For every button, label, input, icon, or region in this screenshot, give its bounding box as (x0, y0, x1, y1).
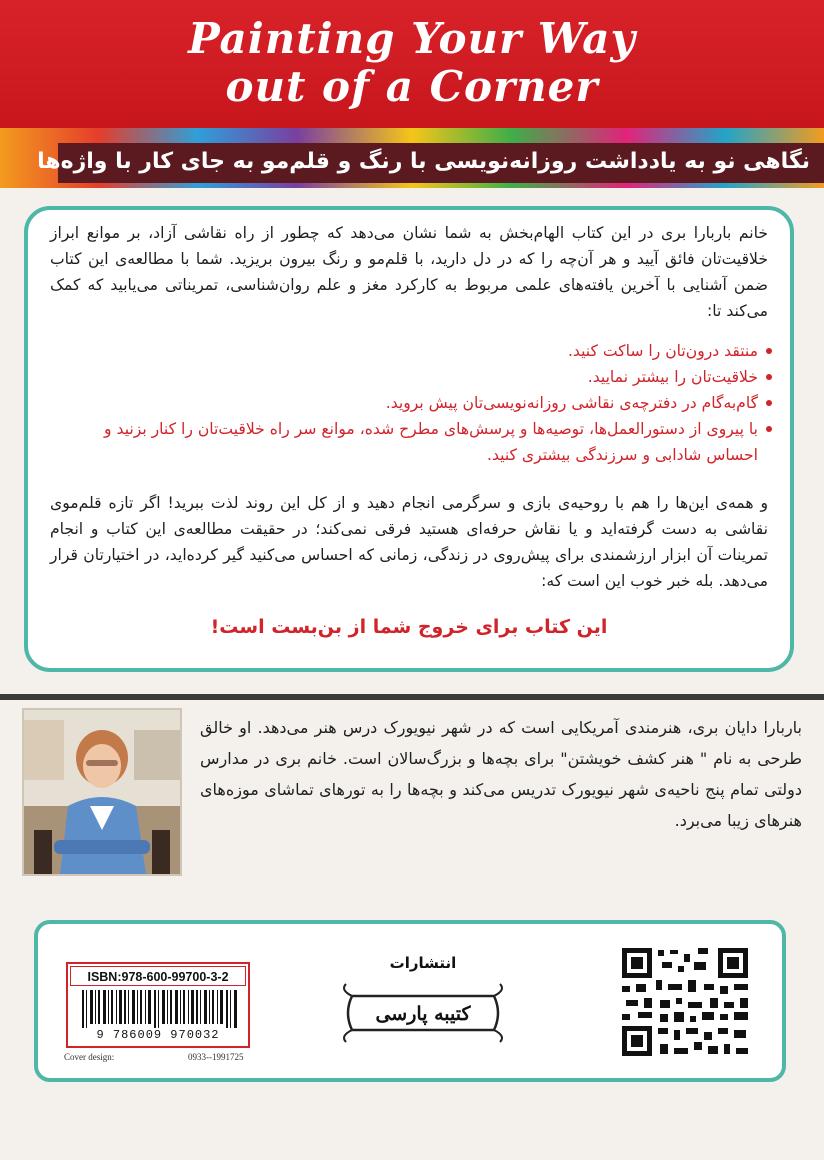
intro-paragraph: خانم باربارا بری در این کتاب الهام‌بخش به شما نشان می‌دهد که چطور از راه نقاشی آزاد، بر موانع ابراز خلاقیت‌تان فائق آیید و هر آن‌چه را که در دل دارید، با قلم‌مو و رنگ بیرون بریزید. شما با مطالعه‌ی این کتاب ضمن آشنایی با آخرین یافته‌های علمی مربوط به کارکرد مغز و علم روان‌شناسی، تمریناتی می‌یابید که کمک می‌کند تا: (50, 224, 768, 320)
title-banner (0, 0, 824, 128)
subtitle-text: نگاهی نو به یادداشت روزانه‌نویسی با رنگ و قلم‌مو به جای کار با واژه‌ها (37, 149, 810, 174)
isbn-barcode-box (66, 962, 250, 1048)
closing-statement: این کتاب برای خروج شما از بن‌بست است! (210, 616, 608, 638)
list-item (50, 390, 772, 416)
bullet-dot-icon (766, 400, 772, 406)
list-item-text: گام‌به‌گام در دفترچه‌ی نقاشی روزانه‌نویسی‌تان پیش بروید. (385, 394, 758, 412)
barcode-icon (82, 990, 238, 1028)
publisher-name: کتیبه پارسی (375, 1003, 471, 1025)
publisher-label: انتشارات (389, 954, 457, 972)
list-item-text: خلاقیت‌تان را بیشتر نمایید. (587, 368, 758, 386)
contact-phone: 0933--1991725 (188, 1052, 244, 1062)
description-box (24, 206, 794, 672)
author-portrait-icon (24, 710, 180, 874)
publishing-info-box (34, 920, 786, 1082)
body-paragraph: و همه‌ی این‌ها را هم با روحیه‌ی بازی و سرگرمی انجام دهید و از کل این روند لذت ببرید! اگر تازه قلم‌موی نقاشی به دست گرفته‌اید و یا نقاش حرفه‌ای هستید فرقی نمی‌کند؛ در حقیقت مطالعه‌ی این کتاب و انجام تمرینات آن ابزار ارزشمندی برای پیش‌روی در زندگی، زمانی که احساس می‌کنید گیر کرده‌اید، در اختیارتان قرار می‌دهد. بله خبر خوب این است که: (50, 494, 768, 590)
author-bio: باربارا دایان بری، هنرمندی آمریکایی است که در شهر نیویورک درس هنر می‌دهد. او خالق طرحی به نام " هنر کشف خویشتن" برای بچه‌ها و بزرگ‌سالان است. خانم بری در مدارس دولتی تمام پنج ناحیه‌ی شهر نیویورک تدریس می‌کند و بچه‌ها را به تورهای تماشای موزه‌های هنرهای زیبا می‌برد. (200, 718, 802, 830)
list-item (50, 338, 772, 364)
bullet-dot-icon (766, 426, 772, 432)
list-item (50, 416, 772, 468)
list-item (50, 364, 772, 390)
section-divider (0, 694, 824, 700)
bullet-dot-icon (766, 374, 772, 380)
author-photo (22, 708, 182, 876)
book-title-line-2: out of a Corner (225, 62, 599, 111)
list-item-text: منتقد درون‌تان را ساکت کنید. (567, 342, 758, 360)
book-title-line-1: Painting Your Way (188, 14, 636, 63)
cover-design-credit: Cover design: (64, 1052, 115, 1062)
bullet-dot-icon (766, 348, 772, 354)
list-item-text: با پیروی از دستورالعمل‌ها، توصیه‌ها و پرسش‌های مطرح شده، موانع سر راه خلاقیت‌تان را کنار بزنید و احساس شادابی و سرزندگی بیشتری کنید. (104, 420, 758, 464)
benefits-list (50, 338, 772, 468)
publisher-logo-icon (338, 982, 508, 1044)
barcode-digits: 9 786009 970032 (96, 1028, 220, 1042)
isbn-label: ISBN:978-600-99700-3-2 (70, 966, 246, 986)
qr-code-icon (616, 944, 754, 1060)
subtitle-bar (37, 143, 824, 183)
